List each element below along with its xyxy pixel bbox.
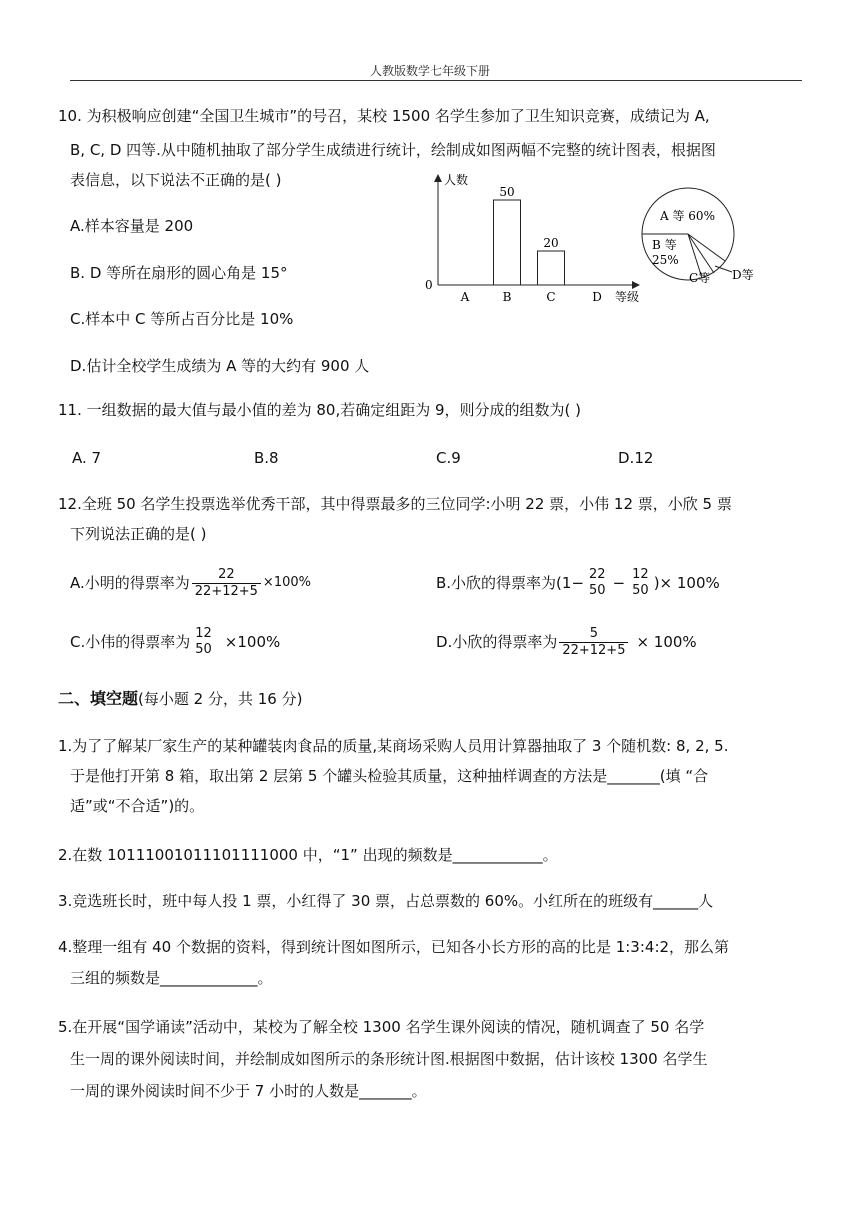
pie-divider-da <box>688 234 725 261</box>
f4-line1: 4.整理一组有 40 个数据的资料，得到统计图如图所示，已知各小长方形的高的比是 1:3:4:2，那么第 <box>58 938 730 956</box>
f1-line3: 适”或“不合适”)的。 <box>70 797 205 815</box>
q12-option-a-fraction <box>192 567 261 600</box>
fraction-numerator: 12 <box>195 626 212 641</box>
origin-label: 0 <box>425 278 433 292</box>
f5-line3: 一周的课外阅读时间不少于 7 小时的人数是_______。 <box>70 1082 427 1100</box>
q10-option-c: C.样本中 C 等所占百分比是 10% <box>70 310 294 328</box>
x-tick-label-b: B <box>502 290 512 304</box>
q12-option-a <box>70 563 311 603</box>
y-axis-arrow <box>434 174 442 182</box>
q12-option-b-fraction-1 <box>586 567 609 599</box>
q12-option-c-suffix: ×100% <box>224 633 281 651</box>
q12-option-d-suffix: × 100% <box>636 633 697 651</box>
q12-line2: 下列说法正确的是( ) <box>70 525 207 543</box>
fraction-numerator: 22 <box>218 566 235 582</box>
fraction-denominator: 50 <box>589 583 606 598</box>
fraction-denominator: 22+12+5 <box>192 583 261 600</box>
q10-line1: 10. 为积极响应创建“全国卫生城市”的号召，某校 1500 名学生参加了卫生知识竞赛，成绩记为 A, <box>58 107 710 125</box>
x-tick-label-d: D <box>592 290 602 304</box>
q10-line2: B, C, D 四等.从中随机抽取了部分学生成绩进行统计，绘制成如图两幅不完整的统计图表，根据图 <box>70 141 716 159</box>
q10-line3: 表信息，以下说法不正确的是( ) <box>70 171 282 189</box>
bar-b <box>494 200 521 285</box>
q12-option-a-suffix: ×100% <box>262 575 311 590</box>
bars <box>460 185 602 304</box>
pie-slice-b-label: B 等 <box>652 238 677 252</box>
fraction-denominator: 50 <box>632 583 649 598</box>
page-header: 人教版数学七年级下册 <box>369 64 490 78</box>
q11-option-b: B.8 <box>254 449 279 467</box>
f5-line1: 5.在开展“国学诵读”活动中，某校为了解全校 1300 名学生课外阅读的情况，随机调查了 50 名学 <box>58 1018 705 1036</box>
q12-option-b-prefix: B.小欣的得票率为(1− <box>436 574 585 592</box>
q12-option-b-suffix: )× 100% <box>653 574 720 592</box>
pie-chart <box>628 186 768 296</box>
bar-data-label-b: 50 <box>499 185 515 199</box>
q11-option-a: A. 7 <box>72 449 102 467</box>
q12-line1: 12.全班 50 名学生投票选举优秀干部，其中得票最多的三位同学:小明 22 票，小伟 12 票，小欣 5 票 <box>58 495 732 513</box>
q12-option-d <box>436 622 697 662</box>
fraction-numerator: 12 <box>632 567 649 582</box>
q12-option-b <box>436 563 720 603</box>
fraction-numerator: 22 <box>589 567 606 582</box>
pie-slice-c-label: C等 <box>689 271 711 285</box>
q12-option-c-prefix: C.小伟的得票率为 <box>70 633 191 651</box>
q12-option-b-minus: − <box>612 574 626 592</box>
bar-data-label-c: 20 <box>543 236 559 250</box>
q10-option-a: A.样本容量是 200 <box>70 217 194 235</box>
bar-chart <box>420 170 650 305</box>
pie-divider-cd <box>688 234 714 273</box>
y-axis-label: 人数 <box>444 173 469 187</box>
q11-option-d: D.12 <box>618 449 654 467</box>
pie-slice-d-label: D等 <box>732 268 754 282</box>
f1-line1: 1.为了了解某厂家生产的某种罐装肉食品的质量,某商场采购人员用计算器抽取了 3 个随机数: 8, 2, 5. <box>58 737 729 755</box>
section-heading <box>58 689 302 709</box>
q12-option-a-prefix: A.小明的得票率为 <box>70 574 190 592</box>
q12-option-c-fraction <box>192 626 215 658</box>
q12-option-d-prefix: D.小欣的得票率为 <box>436 633 558 651</box>
f4-line2: 三组的频数是_____________。 <box>70 969 273 987</box>
f1-line2: 于是他打开第 8 箱，取出第 2 层第 5 个罐头检验其质量，这种抽样调查的方法是_______(填 “合 <box>70 767 709 785</box>
f2-line1: 2.在数 10111001011101111000 中，“1” 出现的频数是____________。 <box>58 846 558 864</box>
q10-option-b: B. D 等所在扇形的圆心角是 15° <box>70 264 288 282</box>
q12-option-d-fraction <box>559 626 628 659</box>
bar-c <box>538 251 565 285</box>
pie-slice-b-percent: 25% <box>652 253 679 267</box>
f3-line1: 3.竞选班长时，班中每人投 1 票，小红得了 30 票，占总票数的 60%。小红所在的班级有______人 <box>58 892 714 910</box>
q11-option-c: C.9 <box>436 449 461 467</box>
q12-option-c <box>70 622 280 662</box>
x-axis-label: 等级 <box>615 290 640 304</box>
section-title: 二、填空题 <box>58 689 139 708</box>
q11-stem: 11. 一组数据的最大值与最小值的差为 80,若确定组距为 9，则分成的组数为( ) <box>58 401 582 419</box>
fraction-denominator: 22+12+5 <box>559 642 628 659</box>
fraction-denominator: 50 <box>195 642 212 657</box>
header-rule <box>70 80 802 81</box>
pie-slice-a-label: A 等 60% <box>660 209 715 223</box>
q12-option-b-fraction-2 <box>629 567 652 599</box>
f5-line2: 生一周的课外阅读时间，并绘制成如图所示的条形统计图.根据图中数据，估计该校 1300 名学生 <box>70 1050 708 1068</box>
x-tick-label-c: C <box>546 290 556 304</box>
q10-option-d: D.估计全校学生成绩为 A 等的大约有 900 人 <box>70 357 370 375</box>
section-subtitle: (每小题 2 分，共 16 分) <box>138 690 303 708</box>
x-tick-label-a: A <box>460 290 470 304</box>
fraction-numerator: 5 <box>589 625 599 641</box>
